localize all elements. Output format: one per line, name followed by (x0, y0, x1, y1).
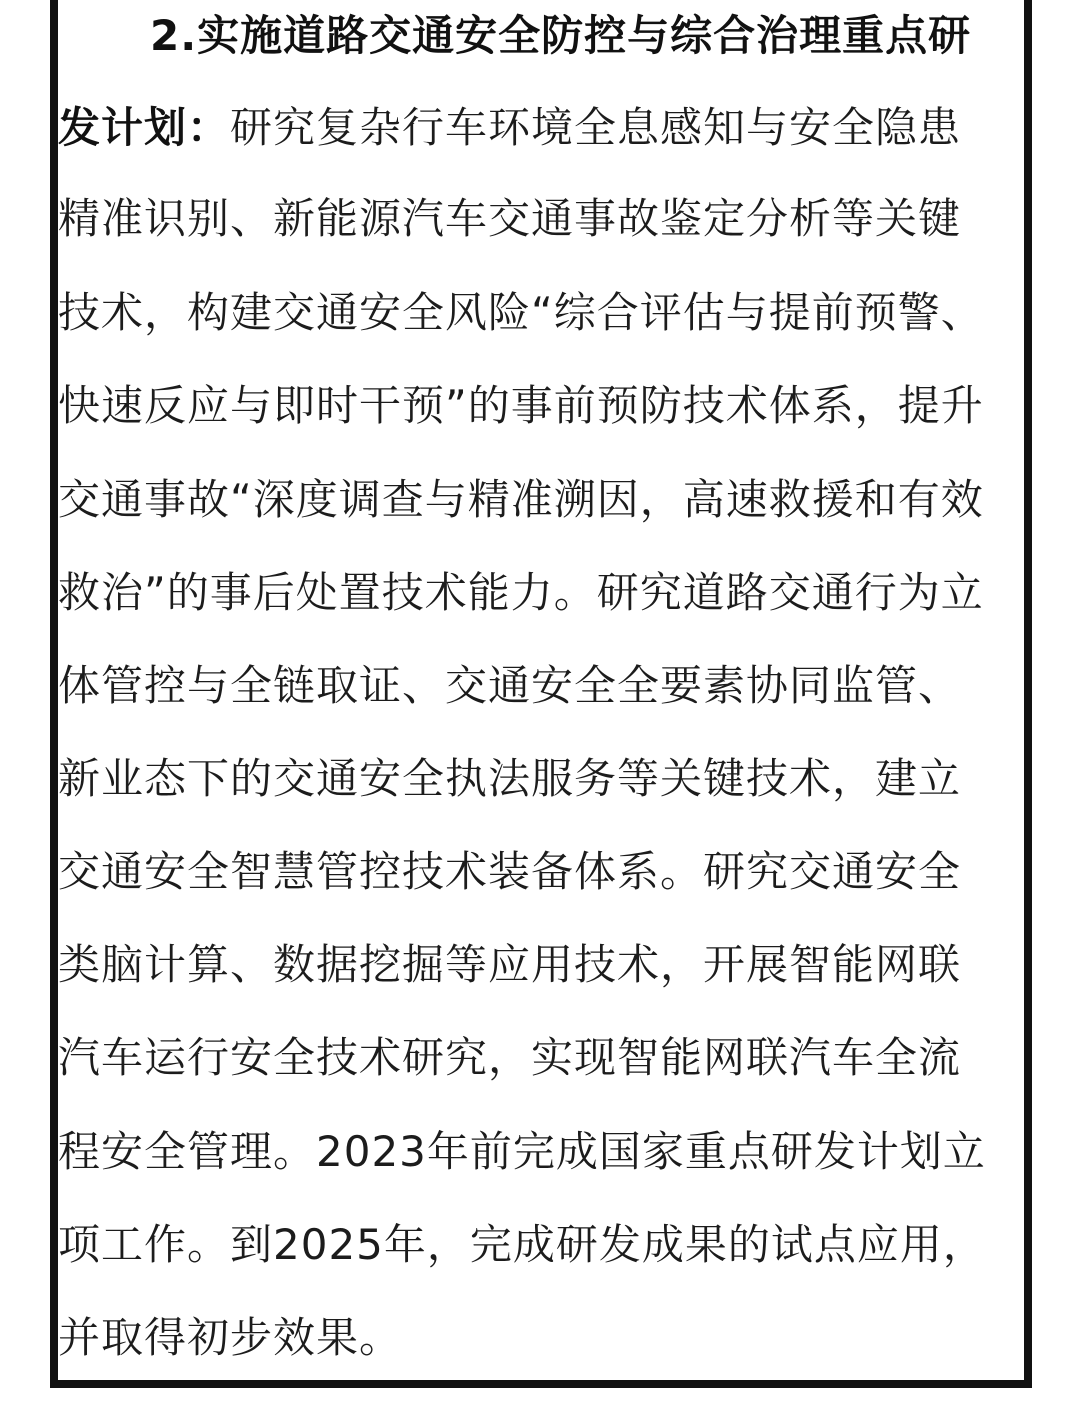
section-title-line-1: 2.实施道路交通安全防控与综合治理重点研 (150, 11, 972, 60)
text-line-6: 交通事故“深度调查与精准溯因，高速救援和有效 (58, 475, 984, 524)
text-line-7: 救治”的事后处置技术能力。研究道路交通行为立 (58, 568, 984, 617)
text-line-2 (58, 98, 961, 158)
text-line-12: 汽车运行安全技术研究，实现智能网联汽车全流 (58, 1033, 962, 1082)
text-line-4: 技术，构建交通安全风险“综合评估与提前预警、 (58, 288, 984, 337)
text-line-13: 程安全管理。2023年前完成国家重点研发计划立 (58, 1127, 986, 1176)
text-line-5: 快速反应与即时干预”的事前预防技术体系，提升 (58, 381, 984, 430)
section-title-line-2: 发计划： (58, 103, 231, 152)
paragraph-text: 研究复杂行车环境全息感知与安全隐患 (230, 103, 962, 152)
text-line-15: 并取得初步效果。 (58, 1313, 403, 1362)
text-line-11: 类脑计算、数据挖掘等应用技术，开展智能网联 (58, 940, 962, 989)
text-line-14: 项工作。到2025年，完成研发成果的试点应用， (58, 1220, 986, 1269)
text-line-3: 精准识别、新能源汽车交通事故鉴定分析等关键 (58, 194, 962, 243)
text-line-8: 体管控与全链取证、交通安全全要素协同监管、 (58, 661, 962, 710)
text-line-9: 新业态下的交通安全执法服务等关键技术，建立 (58, 754, 962, 803)
text-line-10: 交通安全智慧管控技术装备体系。研究交通安全 (58, 847, 962, 896)
